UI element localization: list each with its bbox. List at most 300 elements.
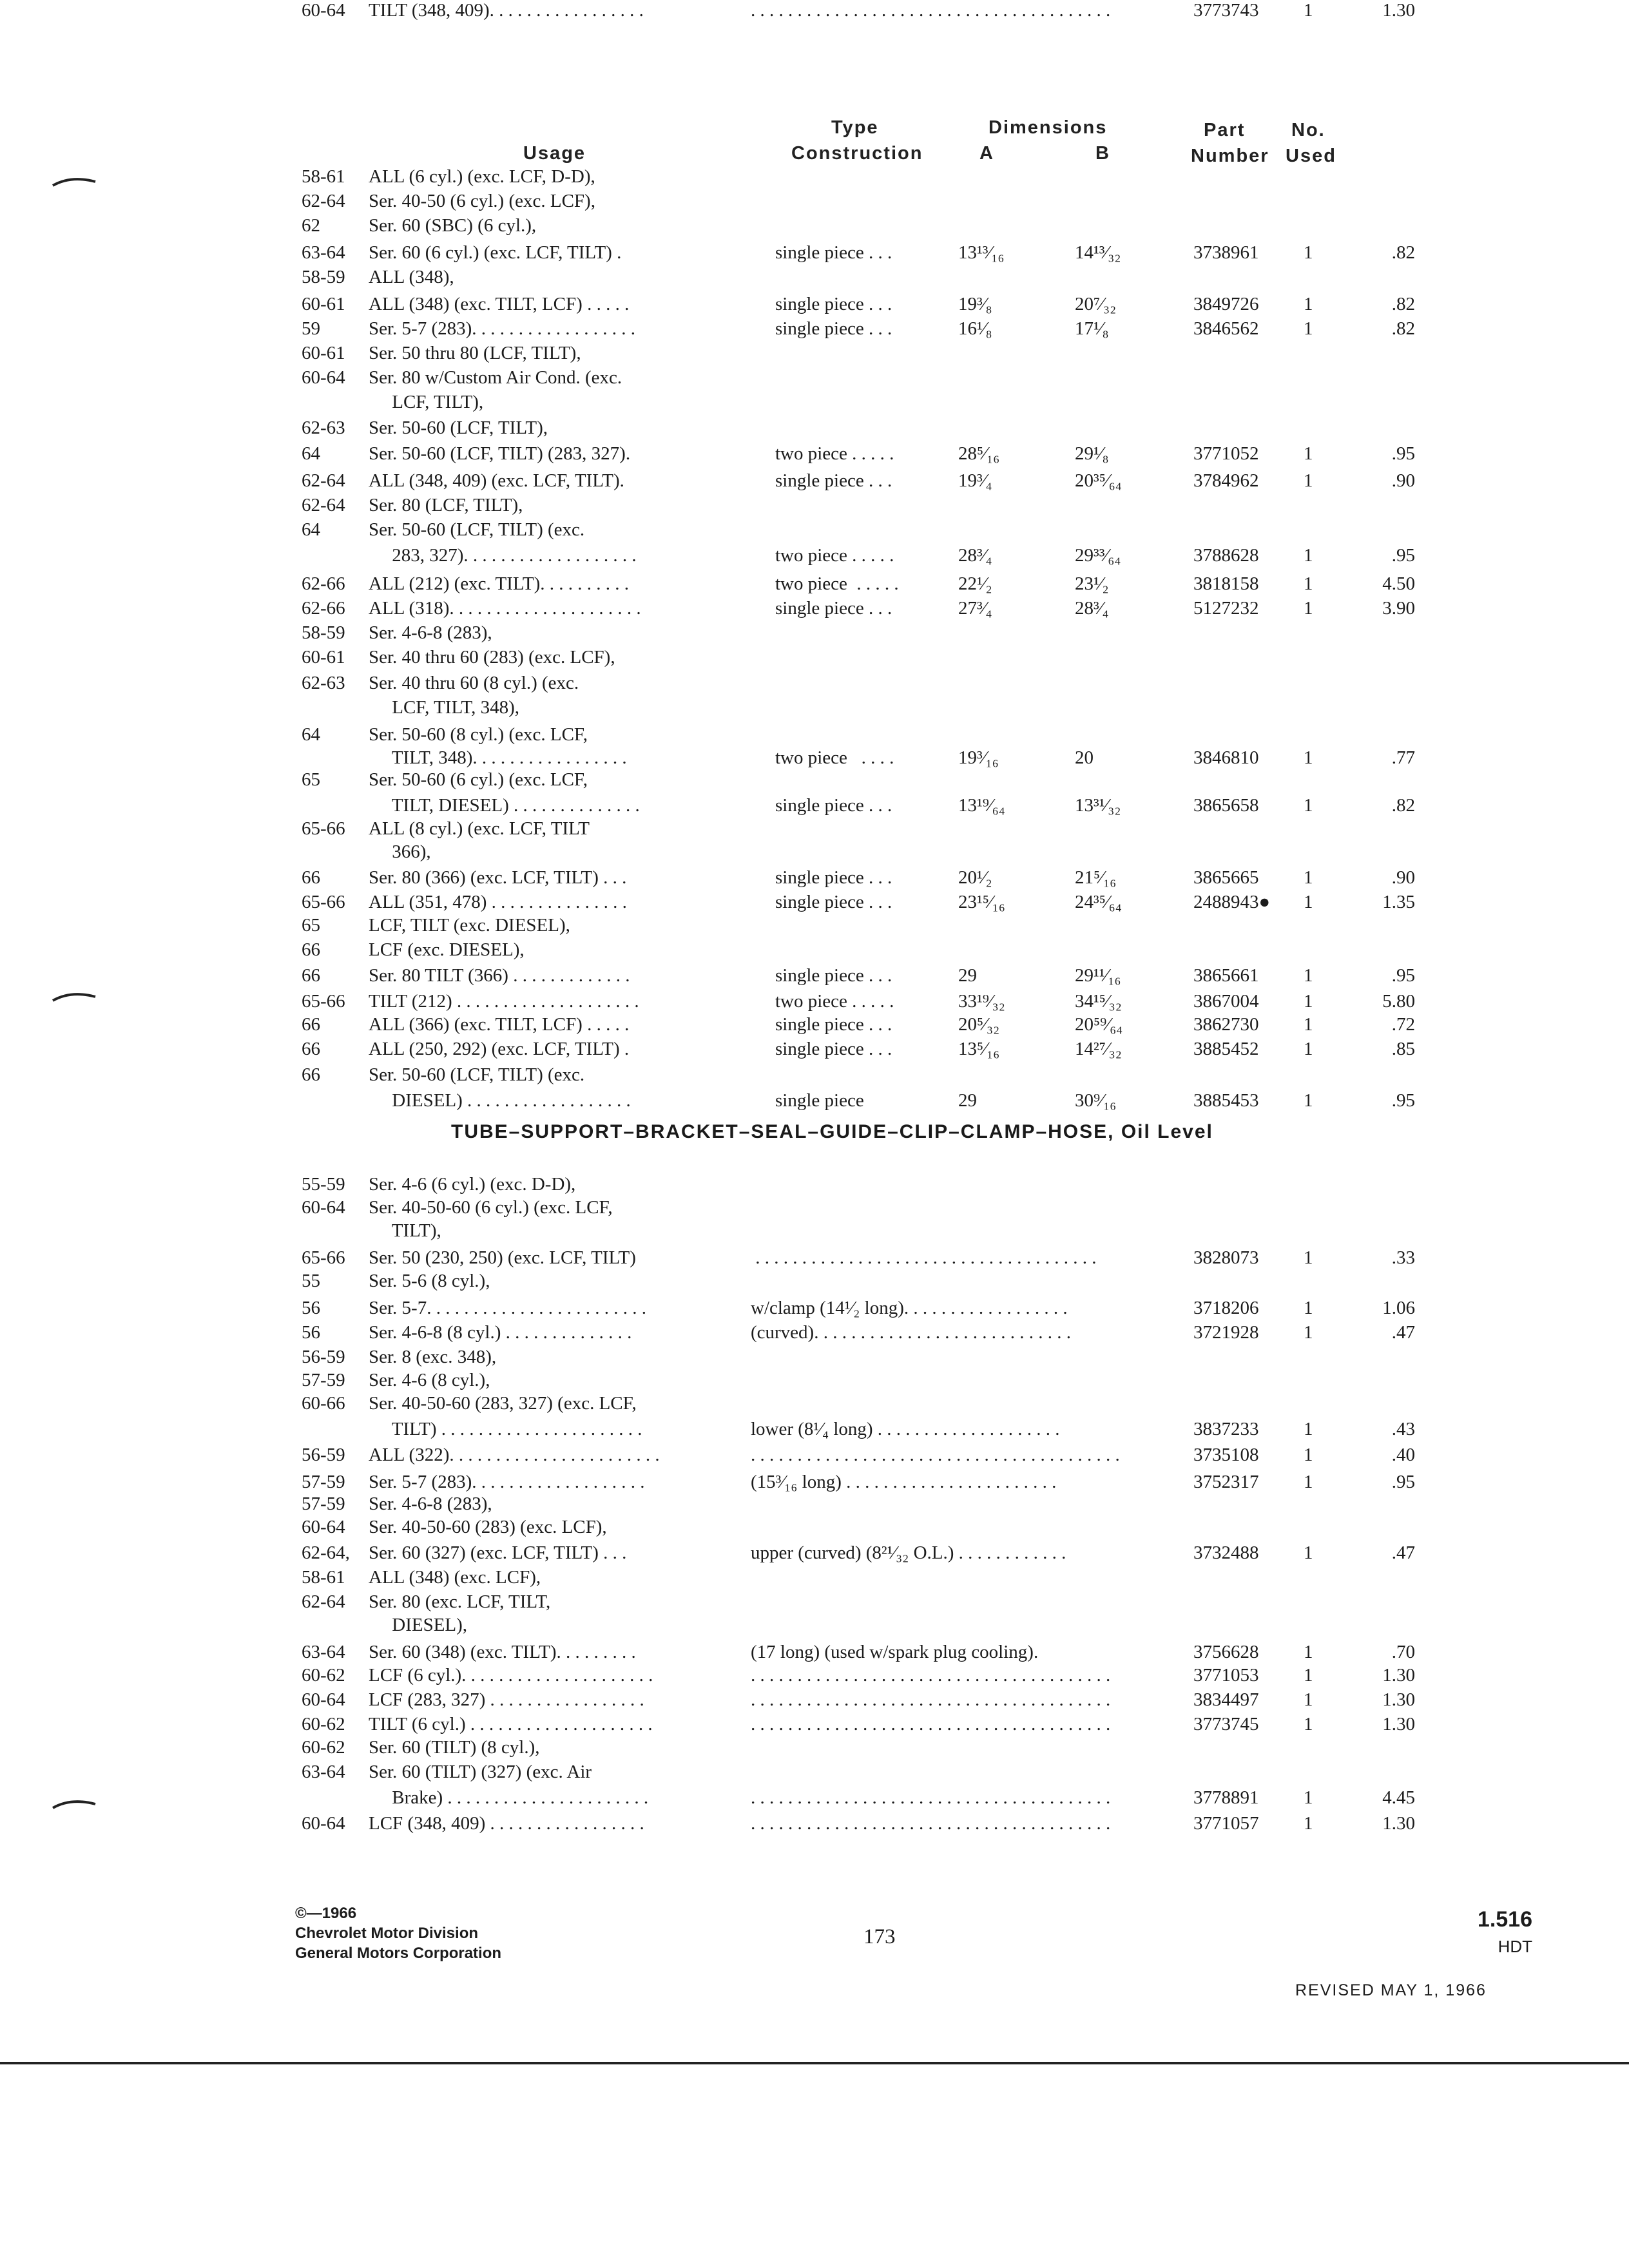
quantity-used: 1	[1304, 1642, 1313, 1662]
description: (17 long) (used w/spark plug cooling).	[751, 1642, 1039, 1662]
usage-text: Ser. 40-50 (6 cyl.) (exc. LCF),	[369, 191, 595, 211]
description: . . . . . . . . . . . . . . . . . . . . . . . . . . . . . . . . . . . . .	[751, 1247, 1097, 1268]
part-number: 3865661	[1193, 965, 1259, 986]
construction-type: single piece . . .	[775, 867, 892, 888]
division: Chevrolet Motor Division	[295, 1925, 479, 1942]
quantity-used: 1	[1304, 443, 1313, 464]
quantity-used: 1	[1304, 1090, 1313, 1111]
header-construction: Construction	[791, 143, 923, 164]
model-years: 66	[302, 1064, 320, 1085]
table-row	[0, 965, 1629, 990]
model-years: 58-61	[302, 166, 345, 187]
usage-text: Ser. 60 (TILT) (8 cyl.),	[369, 1737, 540, 1758]
price: 1.30	[1382, 0, 1415, 21]
usage-text: Ser. 80 TILT (366) . . . . . . . . . . . . .	[369, 965, 630, 986]
model-years: 59	[302, 318, 320, 339]
model-years: 60-64	[302, 1689, 345, 1710]
usage-text: ALL (6 cyl.) (exc. LCF, D-D),	[369, 166, 595, 187]
part-number: 3865658	[1193, 795, 1259, 816]
quantity-used: 1	[1304, 1322, 1313, 1343]
usage-text: DIESEL) . . . . . . . . . . . . . . . . . .	[369, 1090, 631, 1111]
binder-hole-mark	[52, 989, 97, 1003]
table-row	[0, 545, 1629, 570]
usage-text: LCF, TILT, 348),	[369, 697, 519, 718]
part-number: 3885453	[1193, 1090, 1259, 1111]
table-row	[0, 1591, 1629, 1616]
price: .33	[1391, 1247, 1415, 1268]
quantity-used: 1	[1304, 991, 1313, 1012]
usage-text: ALL (322). . . . . . . . . . . . . . . . . . . . . . .	[369, 1445, 660, 1465]
dimension-b: 20⁵⁹⁄₆₄	[1075, 1014, 1123, 1035]
table-row	[0, 622, 1629, 647]
part-number: 3865665	[1193, 867, 1259, 888]
model-years: 64	[302, 443, 320, 464]
part-number: 3828073	[1193, 1247, 1259, 1268]
table-row	[0, 191, 1629, 215]
table-row	[0, 1787, 1629, 1812]
usage-text: Ser. 50-60 (LCF, TILT) (283, 327).	[369, 443, 631, 464]
description: lower (8¹⁄₄ long) . . . . . . . . . . . . . . . . . . . .	[751, 1419, 1060, 1439]
table-row	[0, 939, 1629, 964]
dimension-a: 27³⁄₄	[958, 598, 992, 619]
table-row	[0, 673, 1629, 697]
part-number: 5127232	[1193, 598, 1259, 619]
price: .95	[1391, 1472, 1415, 1492]
model-years: 56	[302, 1298, 320, 1318]
quantity-used: 1	[1304, 318, 1313, 339]
part-number: 3773745	[1193, 1714, 1259, 1735]
price: 3.90	[1382, 598, 1415, 619]
model-years: 58-59	[302, 267, 345, 287]
price: .47	[1391, 1322, 1415, 1343]
quantity-used: 1	[1304, 1419, 1313, 1439]
dimension-a: 29	[958, 1090, 977, 1111]
quantity-used: 1	[1304, 795, 1313, 816]
model-years: 58-61	[302, 1567, 345, 1588]
construction-type: single piece . . .	[775, 795, 892, 816]
dimension-a: 16¹⁄₈	[958, 318, 992, 339]
dimension-a: 28³⁄₄	[958, 545, 992, 566]
construction-type: single piece . . .	[775, 470, 892, 491]
quantity-used: 1	[1304, 545, 1313, 566]
header-no: No.	[1291, 120, 1325, 140]
model-years: 62-64	[302, 495, 345, 515]
model-years: 57-59	[302, 1472, 345, 1492]
price: .82	[1391, 294, 1415, 314]
description: (15³⁄₁₆ long) . . . . . . . . . . . . . . . . . . . . . . .	[751, 1472, 1057, 1492]
price: 1.30	[1382, 1813, 1415, 1834]
model-years: 62-64	[302, 470, 345, 491]
table-row	[0, 392, 1629, 416]
header-dim-b: B	[1095, 143, 1110, 164]
usage-text: LCF, TILT (exc. DIESEL),	[369, 915, 570, 936]
price: .85	[1391, 1039, 1415, 1059]
description: upper (curved) (8²¹⁄₃₂ O.L.) . . . . . . . . . . . .	[751, 1542, 1066, 1563]
section-code: 1.516	[1477, 1907, 1532, 1932]
corporation: General Motors Corporation	[295, 1945, 502, 1962]
dimension-b: 24³⁵⁄₆₄	[1075, 892, 1122, 912]
binder-hole-mark	[52, 1796, 97, 1811]
part-number: 3735108	[1193, 1445, 1259, 1465]
table-row	[0, 1347, 1629, 1371]
table-row	[0, 1813, 1629, 1838]
table-row	[0, 867, 1629, 892]
model-years: 57-59	[302, 1370, 345, 1390]
table-row	[0, 915, 1629, 939]
table-row	[0, 1014, 1629, 1039]
quantity-used: 1	[1304, 0, 1313, 21]
model-years: 65	[302, 769, 320, 790]
usage-text: Ser. 5-7 (283). . . . . . . . . . . . . . . . . .	[369, 318, 636, 339]
model-years: 65-66	[302, 1247, 345, 1268]
usage-text: Ser. 60 (348) (exc. TILT). . . . . . . . .	[369, 1642, 636, 1662]
usage-text: ALL (351, 478) . . . . . . . . . . . . . . .	[369, 892, 627, 912]
quantity-used: 1	[1304, 747, 1313, 768]
part-number: 3732488	[1193, 1542, 1259, 1563]
usage-text: Ser. 50-60 (8 cyl.) (exc. LCF,	[369, 724, 588, 745]
quantity-used: 1	[1304, 470, 1313, 491]
price: .77	[1391, 747, 1415, 768]
table-row	[0, 697, 1629, 722]
construction-type: single piece . . .	[775, 965, 892, 986]
table-row	[0, 166, 1629, 191]
usage-text: TILT, DIESEL) . . . . . . . . . . . . . .	[369, 795, 640, 816]
model-years: 55	[302, 1271, 320, 1291]
dimension-b: 20³⁵⁄₆₄	[1075, 470, 1122, 491]
usage-text: TILT) . . . . . . . . . . . . . . . . . . . . . .	[369, 1419, 642, 1439]
part-number: 3778891	[1193, 1787, 1259, 1808]
price: .95	[1391, 965, 1415, 986]
quantity-used: 1	[1304, 1714, 1313, 1735]
table-row	[0, 1737, 1629, 1762]
quantity-used: 1	[1304, 573, 1313, 594]
usage-text: Ser. 60 (6 cyl.) (exc. LCF, TILT) .	[369, 242, 622, 263]
model-years: 62-63	[302, 673, 345, 693]
price: .95	[1391, 443, 1415, 464]
usage-text: Ser. 50-60 (6 cyl.) (exc. LCF,	[369, 769, 588, 790]
quantity-used: 1	[1304, 1665, 1313, 1686]
usage-text: TILT (348, 409). . . . . . . . . . . . . . . . .	[369, 0, 644, 21]
part-number: 3849726	[1193, 294, 1259, 314]
model-years: 60-61	[302, 343, 345, 363]
table-row	[0, 367, 1629, 392]
part-number: 3773743	[1193, 0, 1259, 21]
section-title: TUBE–SUPPORT–BRACKET–SEAL–GUIDE–CLIP–CLAMP–HOSE, Oil Level	[451, 1121, 1213, 1142]
model-years: 63-64	[302, 1762, 345, 1782]
table-row	[0, 1642, 1629, 1666]
model-years: 62-63	[302, 418, 345, 438]
part-number: 3771053	[1193, 1665, 1259, 1686]
model-years: 60-64	[302, 1517, 345, 1537]
quantity-used: 1	[1304, 294, 1313, 314]
model-years: 64	[302, 519, 320, 540]
header-type: Type	[831, 117, 879, 138]
header-part: Part	[1204, 120, 1246, 140]
table-row	[0, 1064, 1629, 1089]
table-row	[0, 294, 1629, 318]
construction-type: single piece . . .	[775, 294, 892, 314]
table-row	[0, 1370, 1629, 1394]
quantity-used: 1	[1304, 1298, 1313, 1318]
header-usage: Usage	[523, 143, 586, 164]
price: 1.30	[1382, 1714, 1415, 1735]
construction-type: two piece . . . . .	[775, 443, 894, 464]
usage-text: ALL (366) (exc. TILT, LCF) . . . . .	[369, 1014, 630, 1035]
table-row	[0, 1174, 1629, 1198]
construction-type: two piece . . . . .	[775, 545, 894, 566]
dimension-a: 13¹⁹⁄₆₄	[958, 795, 1005, 816]
part-number: 3784962	[1193, 470, 1259, 491]
table-row	[0, 647, 1629, 671]
dimension-b: 34¹⁵⁄₃₂	[1075, 991, 1122, 1012]
construction-type: single piece . . .	[775, 242, 892, 263]
usage-text: Ser. 4-6-8 (283),	[369, 1494, 492, 1514]
model-years: 62	[302, 215, 320, 236]
usage-text: Ser. 50 (230, 250) (exc. LCF, TILT)	[369, 1247, 636, 1268]
usage-text: Ser. 40-50-60 (283, 327) (exc. LCF,	[369, 1393, 637, 1414]
usage-text: ALL (318). . . . . . . . . . . . . . . . . . . . .	[369, 598, 641, 619]
model-years: 65-66	[302, 991, 345, 1012]
table-row	[0, 818, 1629, 843]
usage-text: LCF (exc. DIESEL),	[369, 939, 525, 960]
usage-text: Ser. 60 (TILT) (327) (exc. Air	[369, 1762, 592, 1782]
table-row	[0, 747, 1629, 772]
model-years: 60-64	[302, 0, 345, 21]
model-years: 62-66	[302, 573, 345, 594]
quantity-used: 1	[1304, 1813, 1313, 1834]
dimension-b: 14²⁷⁄₃₂	[1075, 1039, 1122, 1059]
usage-text: Ser. 60 (327) (exc. LCF, TILT) . . .	[369, 1542, 627, 1563]
dimension-b: 30⁹⁄₁₆	[1075, 1090, 1117, 1111]
table-row	[0, 318, 1629, 343]
dimension-b: 20⁷⁄₃₂	[1075, 294, 1117, 314]
table-row	[0, 215, 1629, 240]
quantity-used: 1	[1304, 1247, 1313, 1268]
usage-text: Ser. 5-6 (8 cyl.),	[369, 1271, 490, 1291]
table-row	[0, 769, 1629, 794]
dimension-a: 13¹³⁄₁₆	[958, 242, 1005, 263]
part-number: 3738961	[1193, 242, 1259, 263]
model-years: 60-62	[302, 1737, 345, 1758]
part-number: 3837233	[1193, 1419, 1259, 1439]
price: .82	[1391, 242, 1415, 263]
price: .95	[1391, 1090, 1415, 1111]
model-years: 66	[302, 1039, 320, 1059]
usage-text: TILT (6 cyl.) . . . . . . . . . . . . . . . . . . . .	[369, 1714, 653, 1735]
price: 1.06	[1382, 1298, 1415, 1318]
price: 4.45	[1382, 1787, 1415, 1808]
table-row	[0, 724, 1629, 749]
part-number: 3771057	[1193, 1813, 1259, 1834]
usage-text: DIESEL),	[369, 1615, 468, 1635]
table-row	[0, 242, 1629, 267]
dimension-a: 13⁵⁄₁₆	[958, 1039, 1000, 1059]
dimension-a: 19³⁄₈	[958, 294, 992, 314]
model-years: 63-64	[302, 242, 345, 263]
usage-text: Ser. 5-7. . . . . . . . . . . . . . . . . . . . . . . .	[369, 1298, 646, 1318]
table-row	[0, 598, 1629, 622]
construction-type: single piece . . .	[775, 1039, 892, 1059]
table-row	[0, 1472, 1629, 1496]
price: .47	[1391, 1542, 1415, 1563]
usage-text: 366),	[369, 841, 431, 862]
model-years: 60-62	[302, 1714, 345, 1735]
model-years: 55-59	[302, 1174, 345, 1195]
copyright: ©—1966	[295, 1905, 357, 1922]
part-number: 3788628	[1193, 545, 1259, 566]
quantity-used: 1	[1304, 1787, 1313, 1808]
table-row	[0, 991, 1629, 1015]
description: . . . . . . . . . . . . . . . . . . . . . . . . . . . . . . . . . . . . . . .	[751, 0, 1111, 21]
usage-text: Ser. 5-7 (283). . . . . . . . . . . . . . . . . . .	[369, 1472, 645, 1492]
dimension-b: 13³¹⁄₃₂	[1075, 795, 1121, 816]
table-row	[0, 519, 1629, 544]
usage-text: Ser. 80 (366) (exc. LCF, TILT) . . .	[369, 867, 627, 888]
construction-type: two piece . . . . .	[775, 991, 894, 1012]
quantity-used: 1	[1304, 1445, 1313, 1465]
model-years: 66	[302, 1014, 320, 1035]
description: . . . . . . . . . . . . . . . . . . . . . . . . . . . . . . . . . . . . . . .	[751, 1689, 1111, 1710]
price: 1.30	[1382, 1689, 1415, 1710]
footer-publisher	[295, 1903, 501, 1963]
table-row	[0, 343, 1629, 367]
description: . . . . . . . . . . . . . . . . . . . . . . . . . . . . . . . . . . . . . . .	[751, 1714, 1111, 1735]
usage-text: ALL (348) (exc. LCF),	[369, 1567, 541, 1588]
price: 5.80	[1382, 991, 1415, 1012]
model-years: 58-59	[302, 622, 345, 643]
quantity-used: 1	[1304, 1039, 1313, 1059]
table-row	[0, 0, 1629, 24]
table-row	[0, 1494, 1629, 1518]
usage-text: Ser. 50-60 (LCF, TILT),	[369, 418, 548, 438]
table-row	[0, 795, 1629, 820]
price: .82	[1391, 795, 1415, 816]
model-years: 62-64	[302, 1591, 345, 1612]
usage-text: ALL (212) (exc. TILT). . . . . . . . . .	[369, 573, 630, 594]
usage-text: Ser. 4-6-8 (8 cyl.) . . . . . . . . . . . . . .	[369, 1322, 632, 1343]
table-row	[0, 573, 1629, 598]
usage-text: Ser. 80 (LCF, TILT),	[369, 495, 523, 515]
price: 4.50	[1382, 573, 1415, 594]
usage-text: Ser. 40 thru 60 (8 cyl.) (exc.	[369, 673, 579, 693]
table-row	[0, 841, 1629, 866]
dimension-b: 28³⁄₄	[1075, 598, 1109, 619]
table-row	[0, 1615, 1629, 1639]
usage-text: Ser. 50-60 (LCF, TILT) (exc.	[369, 519, 585, 540]
usage-text: Ser. 80 (exc. LCF, TILT,	[369, 1591, 551, 1612]
usage-text: Brake) . . . . . . . . . . . . . . . . . . . . . .	[369, 1787, 649, 1808]
model-years: 66	[302, 965, 320, 986]
dimension-b: 29¹¹⁄₁₆	[1075, 965, 1121, 986]
usage-text: LCF, TILT),	[369, 392, 484, 412]
dimension-a: 22¹⁄₂	[958, 573, 992, 594]
model-years: 56-59	[302, 1445, 345, 1465]
usage-text: Ser. 50-60 (LCF, TILT) (exc.	[369, 1064, 585, 1085]
dimension-b: 23¹⁄₂	[1075, 573, 1109, 594]
usage-text: Ser. 4-6 (8 cyl.),	[369, 1370, 490, 1390]
part-number: 3721928	[1193, 1322, 1259, 1343]
table-row	[0, 892, 1629, 916]
model-years: 63-64	[302, 1642, 345, 1662]
quantity-used: 1	[1304, 892, 1313, 912]
binder-hole-mark	[52, 174, 97, 188]
header-dimensions: Dimensions	[988, 117, 1108, 138]
price: .90	[1391, 470, 1415, 491]
table-row	[0, 1298, 1629, 1322]
header-dim-a: A	[979, 143, 994, 164]
dimension-a: 20¹⁄₂	[958, 867, 992, 888]
price: 1.30	[1382, 1665, 1415, 1686]
part-number: 3771052	[1193, 443, 1259, 464]
part-number: 3862730	[1193, 1014, 1259, 1035]
usage-text: ALL (348),	[369, 267, 454, 287]
usage-text: Ser. 4-6-8 (283),	[369, 622, 492, 643]
quantity-used: 1	[1304, 867, 1313, 888]
table-row	[0, 267, 1629, 291]
model-years: 60-64	[302, 1197, 345, 1218]
price: .70	[1391, 1642, 1415, 1662]
table-row	[0, 470, 1629, 495]
dimension-a: 28⁵⁄₁₆	[958, 443, 1000, 464]
dimension-a: 23¹⁵⁄₁₆	[958, 892, 1005, 912]
model-years: 65	[302, 915, 320, 936]
table-row	[0, 1567, 1629, 1591]
dimension-b: 17¹⁄₈	[1075, 318, 1109, 339]
dimension-a: 33¹⁹⁄₃₂	[958, 991, 1005, 1012]
page-bottom-rule	[0, 2062, 1629, 2064]
construction-type: two piece . . . . .	[775, 573, 899, 594]
construction-type: single piece . . .	[775, 598, 892, 619]
construction-type: single piece . . .	[775, 318, 892, 339]
model-years: 64	[302, 724, 320, 745]
header-number: Number	[1191, 146, 1269, 166]
model-years: 60-62	[302, 1665, 345, 1686]
model-years: 60-61	[302, 294, 345, 314]
model-years: 62-64,	[302, 1542, 350, 1563]
construction-type: single piece	[775, 1090, 864, 1111]
usage-text: ALL (250, 292) (exc. LCF, TILT) .	[369, 1039, 630, 1059]
usage-text: LCF (348, 409) . . . . . . . . . . . . . . . . .	[369, 1813, 644, 1834]
model-years: 65-66	[302, 892, 345, 912]
part-number: 3846810	[1193, 747, 1259, 768]
construction-type: single piece . . .	[775, 1014, 892, 1035]
page-number: 173	[863, 1925, 896, 1948]
part-number: 3834497	[1193, 1689, 1259, 1710]
usage-text: Ser. 60 (SBC) (6 cyl.),	[369, 215, 537, 236]
part-number: 3718206	[1193, 1298, 1259, 1318]
model-years: 65-66	[302, 818, 345, 839]
model-years: 57-59	[302, 1494, 345, 1514]
dimension-b: 29¹⁄₈	[1075, 443, 1109, 464]
dimension-a: 20⁵⁄₃₂	[958, 1014, 1000, 1035]
description: . . . . . . . . . . . . . . . . . . . . . . . . . . . . . . . . . . . . . . . .	[751, 1445, 1120, 1465]
model-years: 60-61	[302, 647, 345, 668]
dimension-b: 20	[1075, 747, 1094, 768]
description: . . . . . . . . . . . . . . . . . . . . . . . . . . . . . . . . . . . . . . .	[751, 1787, 1111, 1808]
construction-type: two piece . . . .	[775, 747, 894, 768]
usage-text: Ser. 50 thru 80 (LCF, TILT),	[369, 343, 581, 363]
revision-date: REVISED MAY 1, 1966	[1295, 1981, 1487, 1999]
usage-text: ALL (348, 409) (exc. LCF, TILT).	[369, 470, 624, 491]
usage-text: LCF (283, 327) . . . . . . . . . . . . . . . . .	[369, 1689, 644, 1710]
usage-text: Ser. 8 (exc. 348),	[369, 1347, 497, 1367]
description: . . . . . . . . . . . . . . . . . . . . . . . . . . . . . . . . . . . . . . .	[751, 1665, 1111, 1686]
part-number: 2488943●	[1193, 892, 1271, 912]
price: .72	[1391, 1014, 1415, 1035]
usage-text: ALL (8 cyl.) (exc. LCF, TILT	[369, 818, 590, 839]
usage-text: TILT),	[369, 1220, 441, 1241]
table-row	[0, 443, 1629, 468]
